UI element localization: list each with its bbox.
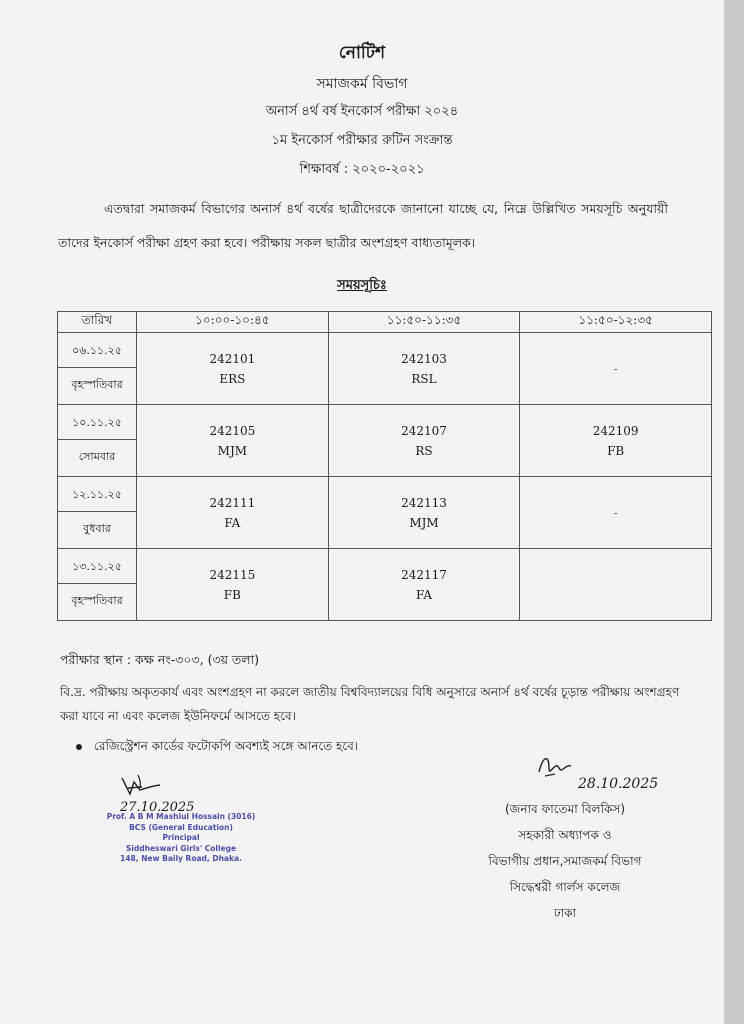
slot-cell (137, 405, 329, 477)
exam-name: অনার্স ৪র্থ বর্ষ ইনকোর্স পরীক্ষা ২০২৪ (265, 104, 459, 119)
exam-date: ১২.১১.২৫ (58, 484, 136, 512)
slot-cell (520, 477, 712, 549)
slot-cell (328, 405, 520, 477)
table-row (58, 405, 712, 477)
course-code: 242101 (209, 351, 256, 366)
seal-line: Siddheswari Girls' College (125, 843, 237, 853)
course-name: FB (607, 443, 625, 458)
principal-seal (96, 812, 266, 865)
slot-cell (137, 333, 329, 405)
table-row (58, 549, 712, 621)
course-code: 242117 (401, 567, 447, 582)
slot-cell (328, 549, 520, 621)
academic-session: শিক্ষাবর্ষ : ২০২০-২০২১ (299, 162, 425, 177)
course-name: FB (223, 587, 241, 602)
exam-day: সোমবার (78, 450, 116, 463)
course-code: 242103 (401, 351, 447, 366)
course-code: 242107 (401, 423, 447, 438)
date-cell (58, 549, 137, 621)
signatory-line: ঢাকা (553, 906, 577, 920)
bullet-dot-icon (76, 744, 82, 750)
signature-scribble-icon (100, 770, 180, 800)
signatory-line: সিদ্ধেশ্বরী গার্লস কলেজ (509, 880, 621, 894)
header-slot-3: ১১:৫০-১২:৩৫ (520, 312, 712, 333)
header-slot-1: ১০:০০-১০:৪৫ (137, 312, 329, 333)
exam-day: বুধবার (83, 522, 111, 535)
date-cell (58, 405, 137, 477)
signatory-line: বিভাগীয় প্রধান,সমাজকর্ম বিভাগ (488, 854, 642, 868)
header-date: তারিখ (58, 312, 137, 333)
signatory-name: (জনাব ফাতেমা বিলকিস) (504, 802, 626, 816)
exam-date: ১০.১১.২৫ (58, 412, 136, 440)
paper-edge-shadow (724, 0, 744, 1024)
seal-line: Principal (162, 833, 200, 842)
course-name: MJM (409, 515, 439, 530)
exam-day: বৃহস্পতিবার (71, 594, 123, 607)
header-slot-2: ১১:৫০-১১:৩৫ (328, 312, 520, 333)
table-row (58, 477, 712, 549)
slot-cell (328, 333, 520, 405)
course-name: MJM (217, 443, 248, 458)
course-name: FA (416, 587, 432, 602)
course-code: 242111 (209, 495, 256, 510)
course-code: 242115 (209, 567, 256, 582)
principal-sign-date: 27.10.2025 (120, 800, 195, 815)
bullet-item (76, 738, 358, 758)
exam-routine-table (57, 311, 712, 621)
head-designation (440, 796, 690, 926)
note-text: বি.দ্র. পরীক্ষায় অকৃতকার্য এবং অংশগ্রহণ না করলে জাতীয় বিশ্ববিদ্যালয়ের বিধি অনুসারে অনার্স ৪র্থ বর্ষের চূড়ান্ত পরীক্ষায় অংশগ্রহণ করা যাবে না এবং কলেজ ইউনিফর্মে আসতে হবে। (60, 685, 680, 723)
slot-cell (520, 405, 712, 477)
course-name: ERS (219, 371, 246, 386)
notice-subject: ১ম ইনকোর্স পরীক্ষার রুটিন সংক্রান্ত (271, 133, 453, 148)
slot-cell (137, 549, 329, 621)
seal-line: Prof. A B M Mashiul Hossain (3016) (106, 812, 256, 821)
course-name: - (613, 361, 618, 376)
course-code: 242109 (592, 423, 639, 438)
notice-title: নোটিশ (338, 43, 386, 63)
seal-line: BCS (General Education) (129, 822, 233, 832)
exam-date: ১৩.১১.২৫ (58, 556, 136, 584)
course-code: 242105 (209, 423, 256, 438)
bullet-text: রেজিস্ট্রেশন কার্ডের ফটোকপি অবশ্যই সঙ্গে আনতে হবে। (94, 739, 359, 753)
principal-signature (100, 770, 270, 800)
date-cell (58, 333, 137, 405)
notice-body: এতদ্বারা সমাজকর্ম বিভাগের অনার্স ৪র্থ বর্ষের ছাত্রীদেরকে জানানো যাচ্ছে যে, নিম্নে উল্লিখিত সময়সূচি অনুযায়ী তাদের ইনকোর্স পরীক্ষা গ্রহণ করা হবে। পরীক্ষায় সকল ছাত্রীর অংশগ্রহণ বাধ্যতামূলক। (58, 201, 668, 250)
slot-cell (520, 333, 712, 405)
department-name: সমাজকর্ম বিভাগ (316, 76, 408, 92)
slot-cell (328, 477, 520, 549)
exam-day: বৃহস্পতিবার (71, 378, 123, 391)
course-code: 242113 (401, 495, 447, 510)
course-name: RS (415, 443, 433, 458)
schedule-heading: সময়সূচিঃ (337, 278, 387, 293)
table-header-row (58, 312, 712, 333)
table-row (58, 333, 712, 405)
course-name: FA (224, 515, 241, 530)
seal-line: 148, New Baily Road, Dhaka. (120, 854, 242, 863)
slot-cell (520, 549, 712, 621)
date-cell (58, 477, 137, 549)
exam-date: ০৬.১১.২৫ (58, 340, 136, 368)
head-sign-date: 28.10.2025 (578, 776, 659, 792)
signatory-line: সহকারী অধ্যাপক ও (518, 828, 612, 842)
slot-cell (137, 477, 329, 549)
exam-venue: পরীক্ষার স্থান : কক্ষ নং-৩০৩, (৩য় তলা) (60, 652, 260, 667)
course-name: - (613, 505, 618, 520)
course-name: RSL (411, 371, 437, 386)
